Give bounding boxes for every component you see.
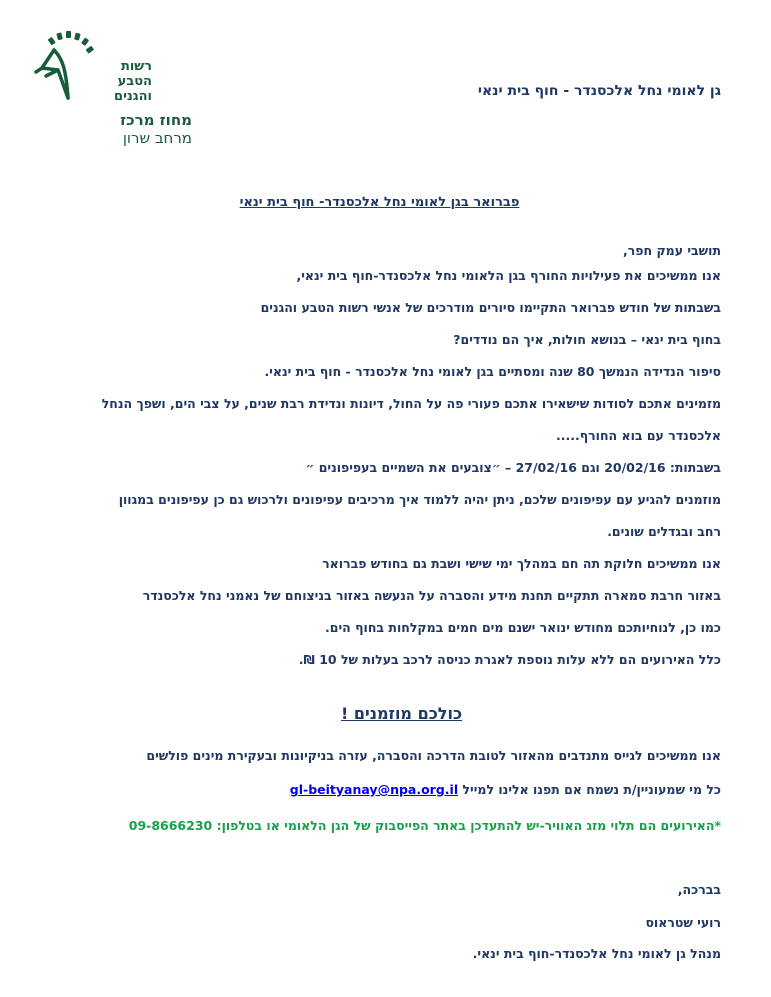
org-name-line: רשות: [120, 59, 152, 74]
signature-greeting: בברכה,: [677, 882, 721, 897]
paragraph: כלל האירועים הם ללא עלות נוספת לאגרת כניסה לרכב בעלות של 10 ₪.: [298, 652, 721, 667]
paragraph: מזמינים אתכם לסודות שישאירו אתכם פעורי פה על החול, דיונות ונדידת רבת שנים, על צבי הים, ושפך הנחל: [101, 396, 721, 411]
invitation-heading: [0, 704, 771, 723]
signature-role: מנהל גן לאומי נחל אלכסנדר-חוף בית ינאי.: [472, 946, 721, 961]
paragraph: כמו כן, לנוחיותכם מחודש ינואר ישנם מים חמים במקלחות בחוף הים.: [325, 620, 721, 635]
invitation-text: כולכם מוזמנים !: [340, 704, 463, 723]
signature-name: רועי שטראוס: [645, 915, 721, 930]
paragraph: בשבתות: 20/02/16 וגם 27/02/16 – ״צובעים את השמיים בעפיפונים ״: [305, 460, 721, 475]
paragraph: רחב ובגדלים שונים.: [607, 524, 721, 539]
paragraph: אנו ממשיכים חלוקת תה חם במהלך ימי שישי ושבת גם בחודש פברואר: [322, 556, 721, 571]
paragraph: אלכסנדר עם בוא החורף.....: [555, 428, 721, 443]
site-header: גן לאומי נחל אלכסנדר - חוף בית ינאי: [477, 83, 721, 99]
volunteers-paragraph: אנו ממשיכים לגייס מתנדבים מהאזור לטובת הדרכה והסברה, עזרה בניקיונות ובעקירת מינים פולשים: [146, 748, 721, 763]
org-name-line: הטבע: [117, 74, 152, 89]
district-line: מרחב שרון: [122, 129, 192, 147]
paragraph: מוזמנים להגיע עם עפיפונים שלכם, ניתן יהיה ללמוד איך מרכיבים עפיפונים ולרכוש גם כן עפיפונים במגוון: [118, 492, 721, 507]
paragraph: באזור חרבת סמארה תתקיים תחנת מידע והסברה על הנעשה באזור בניצוחם של נאמני נחל אלכסנדר: [142, 588, 721, 603]
organization-logo: [32, 28, 192, 147]
paragraph: בחוף בית ינאי – בנושא חולות, איך הם נודדים?: [453, 332, 721, 347]
organization-name: [102, 59, 152, 104]
page-title: [0, 195, 771, 210]
paragraph: אנו ממשיכים את פעילויות החורף בגן הלאומי נחל אלכסנדר-חוף בית ינאי,: [296, 268, 721, 283]
email-link[interactable]: gl-beityanay@npa.org.il: [289, 782, 459, 797]
paragraph: סיפור הנדידה הנמשך 80 שנה ומסתיים בגן לאומי נחל אלכסנדר - חוף בית ינאי.: [264, 364, 721, 379]
paragraph: בשבתות של חודש פברואר התקיימו סיורים מודרכים של אנשי רשות הטבע והגנים: [260, 300, 721, 315]
page-title-text: פברואר בגן לאומי נחל אלכסנדר- חוף בית ינאי: [239, 195, 520, 210]
district-line: מחוז מרכז: [120, 111, 192, 129]
district-name: [78, 111, 192, 147]
contact-prefix: כל מי שמעוניין/ת נשמח אם תפנו אלינו למייל: [462, 782, 721, 797]
weather-note: *האירועים הם תלוי מזג האוויר-יש להתעדכן באתר הפייסבוק של הגן הלאומי או בטלפון: 09-8666230: [128, 818, 721, 833]
ibex-logo-icon: [32, 28, 102, 108]
paragraph: תושבי עמק חפר,: [623, 243, 721, 258]
org-name-line: והגנים: [114, 89, 152, 104]
contact-line: [290, 782, 721, 797]
